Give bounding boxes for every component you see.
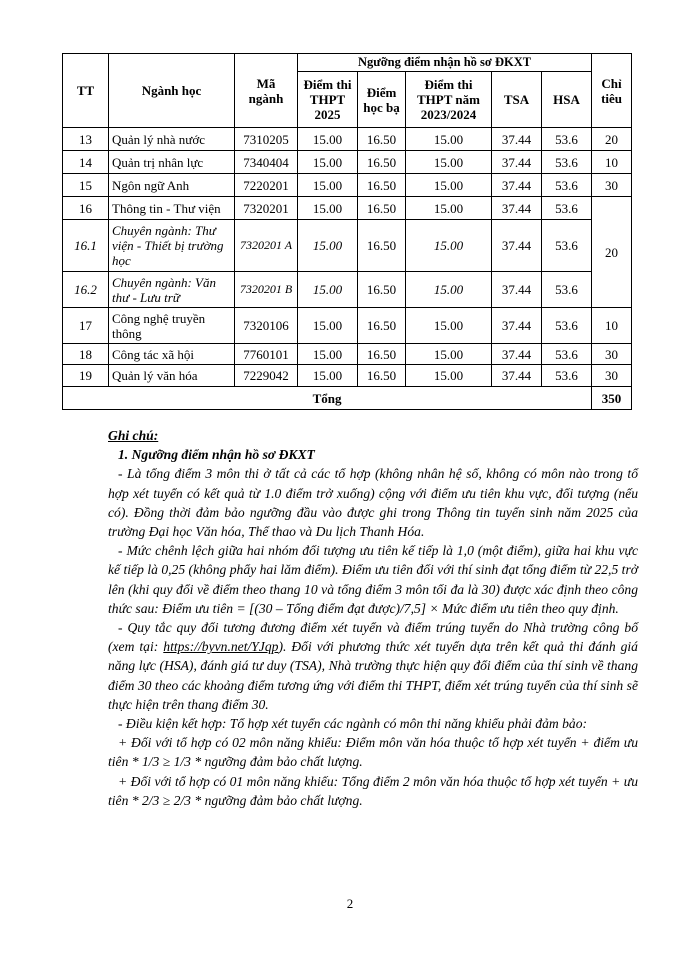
row-quota: 20 — [592, 128, 632, 151]
row-major-name: Công nghệ truyền thông — [109, 308, 235, 344]
row-tt: 15 — [63, 174, 109, 197]
note-paragraph: + Đối với tổ hợp có 02 môn năng khiếu: Điểm môn văn hóa thuộc tổ hợp xét tuyển + điểm ưu tiên * 1/3 ≥ 1/3 * ngưỡng đảm bảo chất lượng. — [108, 735, 638, 770]
row-prev: 15.00 — [406, 344, 492, 365]
row-major-name: Chuyên ngành: Văn thư - Lưu trữ — [109, 272, 235, 308]
row-major-name: Quản lý nhà nước — [109, 128, 235, 151]
row-major-name: Thông tin - Thư viện — [109, 197, 235, 220]
row-major-name: Quản lý văn hóa — [109, 365, 235, 387]
row-major-name: Ngôn ngữ Anh — [109, 174, 235, 197]
note-paragraph: - Điều kiện kết hợp: Tổ hợp xét tuyển các ngành có môn thi năng khiếu phải đảm bảo: — [118, 716, 588, 732]
table-row — [63, 272, 632, 308]
row-tsa: 37.44 — [492, 197, 542, 220]
row-thpt: 15.00 — [298, 272, 358, 308]
header-hoc-ba: Điểm học bạ — [358, 72, 406, 128]
row-tsa: 37.44 — [492, 308, 542, 344]
row-hsa: 53.6 — [542, 272, 592, 308]
total-label: Tổng — [63, 387, 592, 410]
note-text: - Quy tắc quy đổi tương đương điểm xét tuyển và điểm trúng tuyển do Nhà trường công bố (xem tại: — [108, 620, 638, 655]
row-hocba: 16.50 — [358, 220, 406, 272]
note-paragraph-conversion — [108, 618, 638, 714]
row-tt: 16.1 — [63, 220, 109, 272]
row-hsa: 53.6 — [542, 365, 592, 387]
header-code: Mã ngành — [235, 54, 298, 128]
row-prev: 15.00 — [406, 308, 492, 344]
row-tt: 16.2 — [63, 272, 109, 308]
row-hsa: 53.6 — [542, 308, 592, 344]
table-row — [63, 151, 632, 174]
row-code: 7760101 — [235, 344, 298, 365]
row-hocba: 16.50 — [358, 174, 406, 197]
notes-section — [108, 426, 638, 810]
row-thpt: 15.00 — [298, 220, 358, 272]
note-paragraph: + Đối với tổ hợp có 01 môn năng khiếu: Tổng điểm 2 môn văn hóa thuộc tổ hợp xét tuyển + ưu tiên * 2/3 ≥ 2/3 * ngưỡng đảm bảo chất lượng. — [108, 773, 638, 808]
header-row — [63, 54, 632, 72]
row-prev: 15.00 — [406, 151, 492, 174]
row-tsa: 37.44 — [492, 272, 542, 308]
row-major-name: Quản trị nhân lực — [109, 151, 235, 174]
row-hsa: 53.6 — [542, 197, 592, 220]
row-code: 7320106 — [235, 308, 298, 344]
row-code: 7320201 — [235, 197, 298, 220]
row-prev: 15.00 — [406, 174, 492, 197]
row-major-name: Công tác xã hội — [109, 344, 235, 365]
row-tt: 18 — [63, 344, 109, 365]
row-thpt: 15.00 — [298, 308, 358, 344]
row-prev: 15.00 — [406, 128, 492, 151]
header-threshold-group: Ngưỡng điểm nhận hồ sơ ĐKXT — [298, 54, 592, 72]
row-tsa: 37.44 — [492, 365, 542, 387]
row-hocba: 16.50 — [358, 344, 406, 365]
row-code: 7340404 — [235, 151, 298, 174]
row-thpt: 15.00 — [298, 344, 358, 365]
row-hsa: 53.6 — [542, 344, 592, 365]
row-tt: 17 — [63, 308, 109, 344]
table-row — [63, 174, 632, 197]
row-quota: 30 — [592, 344, 632, 365]
row-tt: 13 — [63, 128, 109, 151]
row-hocba: 16.50 — [358, 197, 406, 220]
row-tsa: 37.44 — [492, 128, 542, 151]
row-code: 7310205 — [235, 128, 298, 151]
section-heading: 1. Ngưỡng điểm nhận hồ sơ ĐKXT — [118, 447, 315, 463]
header-tt: TT — [63, 54, 109, 128]
row-tt: 19 — [63, 365, 109, 387]
header-tsa: TSA — [492, 72, 542, 128]
header-thpt-2025: Điểm thi THPT 2025 — [298, 72, 358, 128]
row-thpt: 15.00 — [298, 151, 358, 174]
row-quota: 10 — [592, 151, 632, 174]
row-hocba: 16.50 — [358, 151, 406, 174]
row-prev: 15.00 — [406, 365, 492, 387]
header-thpt-prev: Điểm thi THPT năm 2023/2024 — [406, 72, 492, 128]
total-value: 350 — [592, 387, 632, 410]
row-prev: 15.00 — [406, 197, 492, 220]
row-tsa: 37.44 — [492, 174, 542, 197]
row-quota-merged: 20 — [592, 197, 632, 308]
note-paragraph: - Mức chênh lệch giữa hai nhóm đối tượng ưu tiên kế tiếp là 1,0 (một điểm), giữa hai khu vực kế tiếp là 0,25 (không phẩy hai lăm điểm). Điểm ưu tiên đối với thí sinh đạt tổng điểm từ 22,5 trở lên (khi quy đổi về điểm theo thang 10 và tổng điểm 3 môn tối đa là 30) được xác định theo công thức sau: Điểm ưu tiên = [(30 – Tổng điểm đạt được)/7,5] × Mức điểm ưu tiên theo quy định. — [108, 543, 638, 616]
table-row — [63, 128, 632, 151]
row-hsa: 53.6 — [542, 220, 592, 272]
row-code: 7320201 B — [235, 272, 298, 308]
row-major-name: Chuyên ngành: Thư viện - Thiết bị trường học — [109, 220, 235, 272]
row-thpt: 15.00 — [298, 197, 358, 220]
row-prev: 15.00 — [406, 272, 492, 308]
header-hsa: HSA — [542, 72, 592, 128]
row-thpt: 15.00 — [298, 174, 358, 197]
row-prev: 15.00 — [406, 220, 492, 272]
row-tsa: 37.44 — [492, 220, 542, 272]
row-quota: 10 — [592, 308, 632, 344]
page-number: 2 — [346, 896, 354, 911]
row-hsa: 53.6 — [542, 151, 592, 174]
table-row — [63, 197, 632, 220]
table-row — [63, 308, 632, 344]
table-row — [63, 365, 632, 387]
row-thpt: 15.00 — [298, 128, 358, 151]
row-tt: 14 — [63, 151, 109, 174]
header-quota: Chỉ tiêu — [592, 54, 632, 128]
row-quota: 30 — [592, 365, 632, 387]
row-hocba: 16.50 — [358, 272, 406, 308]
row-tt: 16 — [63, 197, 109, 220]
row-hocba: 16.50 — [358, 308, 406, 344]
row-code: 7229042 — [235, 365, 298, 387]
row-tsa: 37.44 — [492, 344, 542, 365]
total-row — [63, 387, 632, 410]
row-thpt: 15.00 — [298, 365, 358, 387]
conversion-rules-link[interactable]: https://byvn.net/YJqp — [163, 639, 279, 655]
row-code: 7320201 A — [235, 220, 298, 272]
row-quota: 30 — [592, 174, 632, 197]
row-hocba: 16.50 — [358, 128, 406, 151]
row-code: 7220201 — [235, 174, 298, 197]
note-text: ). Đối với phương thức xét tuyển dựa trên kết quả thi đánh giá năng lực (HSA), đánh giá tư duy (TSA), Nhà trường thực hiện quy đổi điểm của thí sinh về thang điểm 30 theo các khoảng điểm tương ứng với điểm thi THPT, điểm xét trúng tuyển của thí sinh sẽ thực hiện trên thang điểm 30. — [108, 639, 638, 712]
row-hsa: 53.6 — [542, 174, 592, 197]
row-hocba: 16.50 — [358, 365, 406, 387]
table-row — [63, 344, 632, 365]
notes-title: Ghi chú: — [108, 428, 159, 443]
note-paragraph: - Là tổng điểm 3 môn thi ở tất cả các tổ hợp (không nhân hệ số, không có môn nào trong tổ hợp xét tuyển có kết quả từ 1.0 điểm trở xuống) cộng với điểm ưu tiên khu vực, đối tượng (nếu có). Đồng thời đảm bảo ngưỡng đầu vào được ghi trong Thông tin tuyển sinh năm 2025 của trường Đại học Văn hóa, Thể thao và Du lịch Thanh Hóa. — [108, 466, 638, 540]
row-hsa: 53.6 — [542, 128, 592, 151]
header-major: Ngành học — [109, 54, 235, 128]
admission-table — [62, 53, 632, 410]
row-tsa: 37.44 — [492, 151, 542, 174]
table-row — [63, 220, 632, 272]
